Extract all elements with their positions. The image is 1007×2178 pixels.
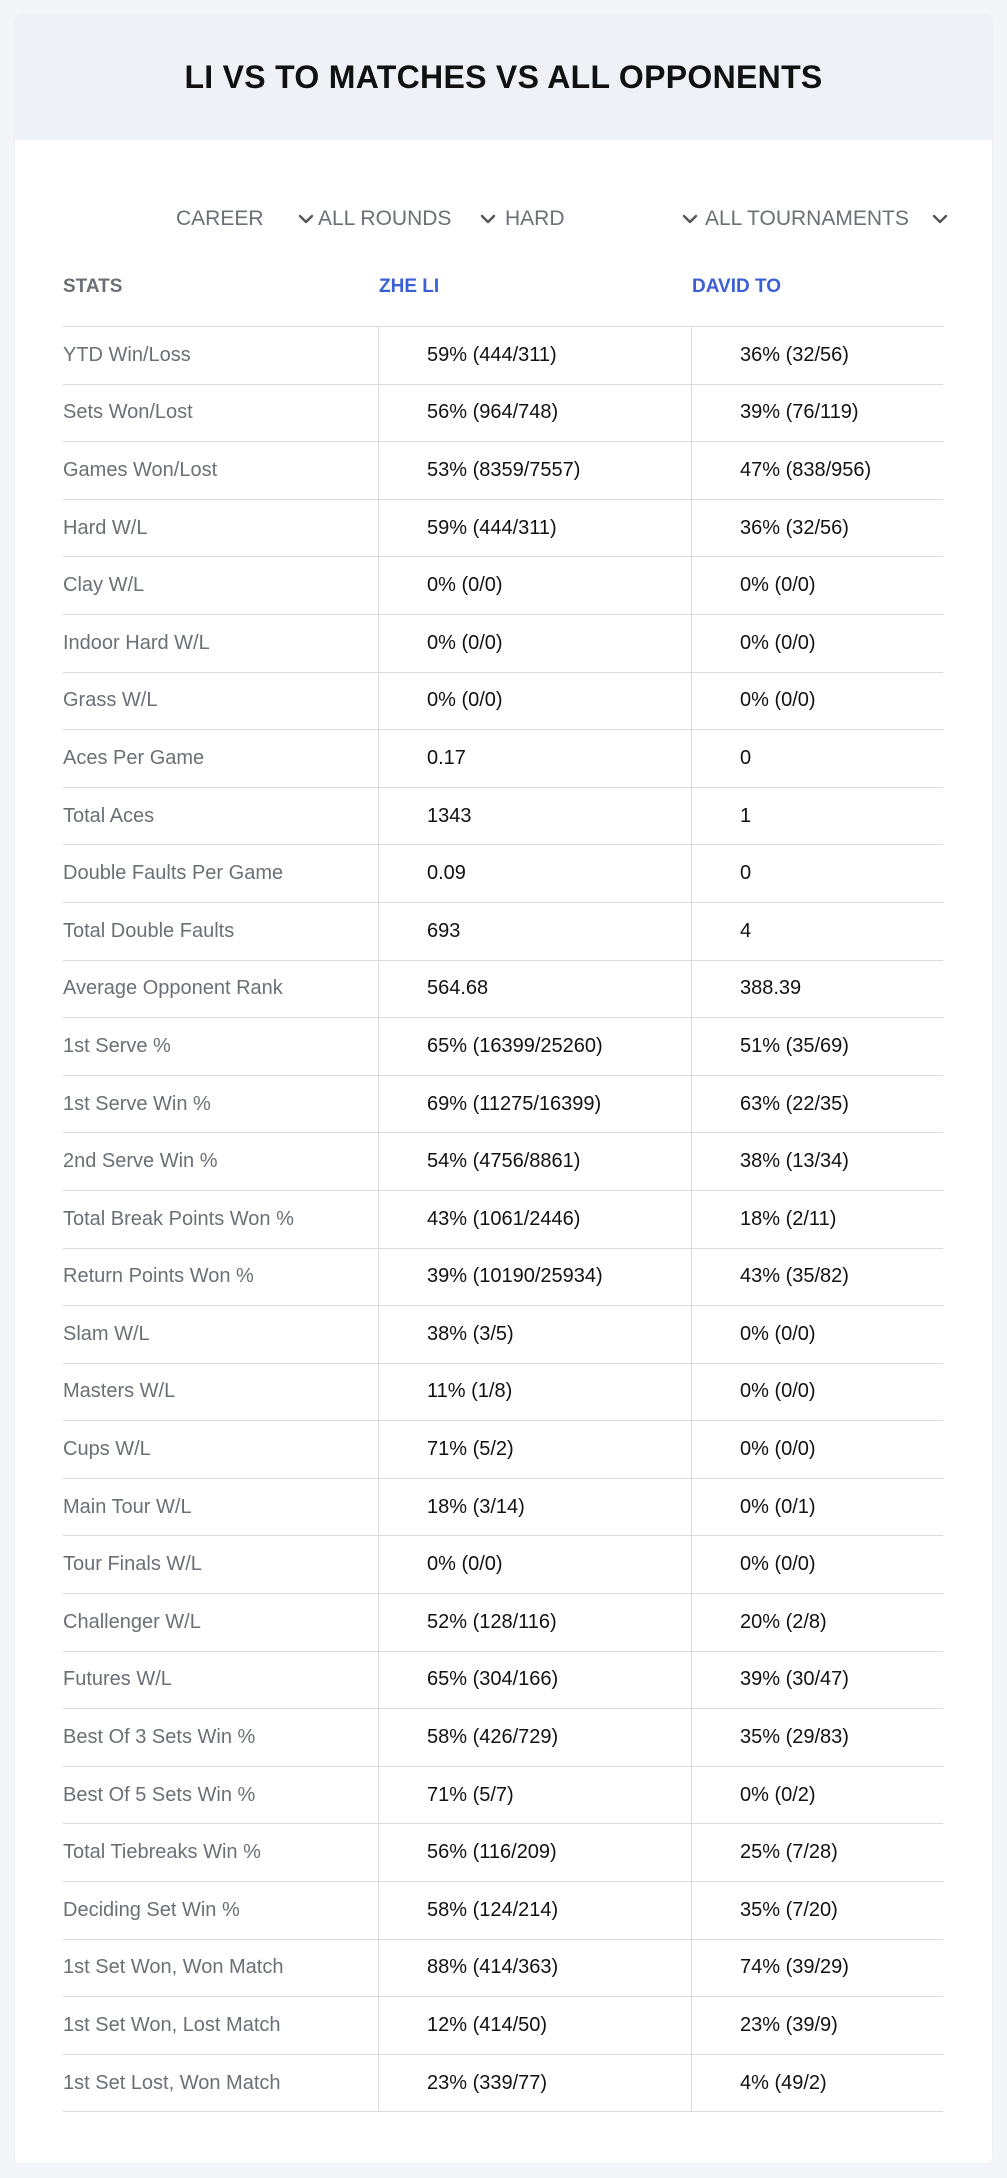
player2-stat-value: 39% (76/119)	[691, 385, 943, 442]
table-row	[63, 2055, 943, 2113]
stat-label: Average Opponent Rank	[63, 977, 283, 1000]
stat-label: Tour Finals W/L	[63, 1553, 202, 1576]
stats-column-header: STATS	[63, 276, 123, 297]
player1-stat-value: 56% (116/209)	[378, 1824, 691, 1881]
player2-stat-value: 4	[691, 903, 943, 960]
player2-stat-value: 36% (32/56)	[691, 327, 943, 384]
player1-stat-value: 0.17	[378, 730, 691, 787]
stat-label: 1st Set Lost, Won Match	[63, 2071, 281, 2094]
card-header	[15, 15, 992, 140]
player1-stat-value: 18% (3/14)	[378, 1479, 691, 1536]
table-row	[63, 788, 943, 846]
table-row	[63, 1479, 943, 1537]
table-row	[63, 845, 943, 903]
player2-stat-value: 18% (2/11)	[691, 1191, 943, 1248]
stat-label: Sets Won/Lost	[63, 401, 193, 424]
player1-stat-value: 11% (1/8)	[378, 1364, 691, 1421]
player2-stat-value: 51% (35/69)	[691, 1018, 943, 1075]
player1-stat-value: 65% (304/166)	[378, 1652, 691, 1709]
player2-stat-value: 388.39	[691, 961, 943, 1018]
table-row	[63, 1133, 943, 1191]
stat-label: YTD Win/Loss	[63, 343, 191, 366]
table-row	[63, 1306, 943, 1364]
stat-label: Total Break Points Won %	[63, 1207, 294, 1230]
stat-label: 1st Serve %	[63, 1034, 171, 1057]
tournaments-select[interactable]	[705, 190, 950, 248]
table-row	[63, 1767, 943, 1825]
stat-label: Cups W/L	[63, 1438, 151, 1461]
stat-label: Double Faults Per Game	[63, 862, 284, 885]
player1-stat-value: 59% (444/311)	[378, 500, 691, 557]
player1-stat-value: 0% (0/0)	[378, 615, 691, 672]
player1-stat-value: 693	[378, 903, 691, 960]
stat-label: Games Won/Lost	[63, 458, 218, 481]
table-row	[63, 1018, 943, 1076]
player2-stat-value: 35% (29/83)	[691, 1709, 943, 1766]
table-row	[63, 673, 943, 731]
player2-stat-value: 74% (39/29)	[691, 1940, 943, 1997]
player2-stat-value: 0	[691, 730, 943, 787]
table-row	[63, 1824, 943, 1882]
stat-label: Main Tour W/L	[63, 1495, 192, 1518]
player1-stat-value: 1343	[378, 788, 691, 845]
table-row	[63, 730, 943, 788]
table-row	[63, 1594, 943, 1652]
player2-stat-value: 0% (0/1)	[691, 1479, 943, 1536]
table-row	[63, 1421, 943, 1479]
player1-stat-value: 56% (964/748)	[378, 385, 691, 442]
tournaments-select-value: ALL TOURNAMENTS	[705, 207, 909, 230]
stats-table-body	[63, 327, 943, 2112]
player1-stat-value: 71% (5/7)	[378, 1767, 691, 1824]
surface-select-value: HARD	[505, 207, 565, 230]
stat-label: Total Double Faults	[63, 919, 235, 942]
player1-stat-value: 0% (0/0)	[378, 557, 691, 614]
stat-label: Hard W/L	[63, 516, 148, 539]
stat-label: Futures W/L	[63, 1668, 172, 1691]
player1-stat-value: 0% (0/0)	[378, 673, 691, 730]
player2-stat-value: 63% (22/35)	[691, 1076, 943, 1133]
player1-stat-value: 65% (16399/25260)	[378, 1018, 691, 1075]
player2-stat-value: 25% (7/28)	[691, 1824, 943, 1881]
table-row	[63, 1882, 943, 1940]
table-row	[63, 1709, 943, 1767]
player1-link[interactable]: ZHE LI	[379, 276, 440, 297]
player2-stat-value: 0% (0/0)	[691, 1306, 943, 1363]
player1-stat-value: 52% (128/116)	[378, 1594, 691, 1651]
stat-label: Grass W/L	[63, 689, 158, 712]
chevron-down-icon	[930, 209, 950, 229]
stat-label: 1st Set Won, Won Match	[63, 1956, 284, 1979]
player2-stat-value: 20% (2/8)	[691, 1594, 943, 1651]
table-row	[63, 903, 943, 961]
table-row	[63, 327, 943, 385]
table-row	[63, 385, 943, 443]
table-row	[63, 1364, 943, 1422]
chevron-down-icon	[680, 209, 700, 229]
player2-stat-value: 35% (7/20)	[691, 1882, 943, 1939]
player2-stat-value: 0% (0/0)	[691, 557, 943, 614]
table-row	[63, 557, 943, 615]
player2-stat-value: 0% (0/0)	[691, 615, 943, 672]
player2-stat-value: 23% (39/9)	[691, 1997, 943, 2054]
stat-label: Deciding Set Win %	[63, 1898, 240, 1921]
filter-bar	[15, 190, 992, 248]
player1-stat-value: 564.68	[378, 961, 691, 1018]
player1-stat-value: 39% (10190/25934)	[378, 1249, 691, 1306]
stat-label: Total Aces	[63, 804, 155, 827]
player1-stat-value: 38% (3/5)	[378, 1306, 691, 1363]
stat-label: Challenger W/L	[63, 1610, 201, 1633]
stat-label: Indoor Hard W/L	[63, 631, 210, 654]
table-row	[63, 961, 943, 1019]
table-row	[63, 1249, 943, 1307]
table-row	[63, 442, 943, 500]
stat-label: Total Tiebreaks Win %	[63, 1841, 261, 1864]
player1-stat-value: 58% (124/214)	[378, 1882, 691, 1939]
player2-stat-value: 0% (0/0)	[691, 1364, 943, 1421]
player1-stat-value: 53% (8359/7557)	[378, 442, 691, 499]
player2-stat-value: 0% (0/0)	[691, 673, 943, 730]
table-row	[63, 1997, 943, 2055]
page-title: LI VS TO MATCHES VS ALL OPPONENTS	[184, 59, 823, 95]
player2-stat-value: 38% (13/34)	[691, 1133, 943, 1190]
stat-label: Return Points Won %	[63, 1265, 254, 1288]
stat-label: 1st Serve Win %	[63, 1092, 211, 1115]
rounds-select[interactable]	[318, 190, 498, 248]
surface-select[interactable]	[505, 190, 700, 248]
player2-stat-value: 0% (0/2)	[691, 1767, 943, 1824]
table-row	[63, 1652, 943, 1710]
player1-stat-value: 12% (414/50)	[378, 1997, 691, 2054]
stat-label: Slam W/L	[63, 1322, 150, 1345]
period-select[interactable]	[176, 190, 316, 248]
table-row	[63, 1076, 943, 1134]
player1-stat-value: 43% (1061/2446)	[378, 1191, 691, 1248]
player2-stat-value: 36% (32/56)	[691, 500, 943, 557]
player1-stat-value: 58% (426/729)	[378, 1709, 691, 1766]
stat-label: Best Of 5 Sets Win %	[63, 1783, 256, 1806]
player2-stat-value: 43% (35/82)	[691, 1249, 943, 1306]
chevron-down-icon	[296, 209, 316, 229]
stat-label: Aces Per Game	[63, 746, 205, 769]
stat-label: Clay W/L	[63, 574, 145, 597]
player2-stat-value: 47% (838/956)	[691, 442, 943, 499]
player2-stat-value: 1	[691, 788, 943, 845]
player2-stat-value: 0% (0/0)	[691, 1536, 943, 1593]
player2-stat-value: 39% (30/47)	[691, 1652, 943, 1709]
player1-stat-value: 0% (0/0)	[378, 1536, 691, 1593]
player1-stat-value: 88% (414/363)	[378, 1940, 691, 1997]
rounds-select-value: ALL ROUNDS	[318, 207, 452, 230]
player1-stat-value: 59% (444/311)	[378, 327, 691, 384]
table-row	[63, 1536, 943, 1594]
stats-table-header	[63, 248, 943, 327]
player1-stat-value: 54% (4756/8861)	[378, 1133, 691, 1190]
player1-stat-value: 71% (5/2)	[378, 1421, 691, 1478]
stat-label: Best Of 3 Sets Win %	[63, 1726, 256, 1749]
stat-label: 2nd Serve Win %	[63, 1150, 218, 1173]
player2-stat-value: 0	[691, 845, 943, 902]
stats-card	[15, 15, 992, 2163]
period-select-value: CAREER	[176, 207, 264, 230]
table-row	[63, 1191, 943, 1249]
player1-stat-value: 23% (339/77)	[378, 2055, 691, 2112]
player1-stat-value: 0.09	[378, 845, 691, 902]
player1-stat-value: 69% (11275/16399)	[378, 1076, 691, 1133]
player2-stat-value: 0% (0/0)	[691, 1421, 943, 1478]
stat-label: Masters W/L	[63, 1380, 176, 1403]
chevron-down-icon	[478, 209, 498, 229]
table-row	[63, 500, 943, 558]
player2-link[interactable]: DAVID TO	[692, 276, 782, 297]
table-row	[63, 615, 943, 673]
table-row	[63, 1940, 943, 1998]
stat-label: 1st Set Won, Lost Match	[63, 2014, 281, 2037]
player2-stat-value: 4% (49/2)	[691, 2055, 943, 2112]
